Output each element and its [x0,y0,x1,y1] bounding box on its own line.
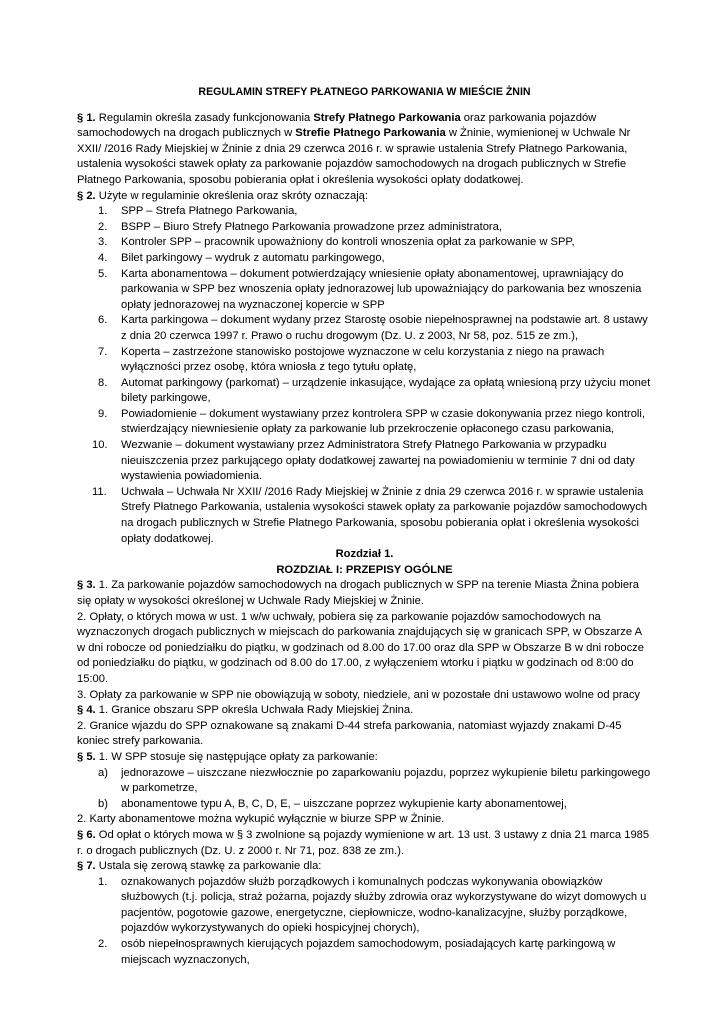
paragraph-6: § 6. Od opłat o których mowa w § 3 zwolnione są pojazdy wymienione w art. 13 ust. 3 ustawy z dnia 21 marca 1985 r. o drogach publicznych (Dz. U. z 2000 r. Nr 71, poz. 838 ze zm.). [77,828,650,857]
list-item: a) jednorazowe – uiszczane niezwłocznie po zaparkowaniu pojazdu, poprzez wykupienie biletu parkingowego w parkometrze, [98,766,651,795]
list-item: 4. Bilet parkingowy – wydruk z automatu parkingowego, [98,251,385,264]
list-item: 2. BSPP – Biuro Strefy Płatnego Parkowania prowadzone przez administratora, [98,220,502,233]
document-title: REGULAMIN STREFY PŁATNEGO PARKOWANIA W MIEŚCIE ŻNIN [198,86,531,98]
chapter-title: ROZDZIAŁ I: PRZEPISY OGÓLNE [276,563,453,576]
definitions-list [77,204,652,547]
paragraph-5-2: 2. Karty abonamentowe można wykupić wyłącznie w biurze SPP w Żninie. [77,813,445,826]
list-item: 1. SPP – Strefa Płatnego Parkowania, [98,205,298,218]
paragraph-3-2: 2. Opłaty, o których mowa w ust. 1 w/w uchwały, pobiera się za parkowanie pojazdów samochodowych na wyznaczonych drogach publicznych w miejscach do parkowania znajdujących się w granicach SPP, w Obszarze A w dni robocze od poniedziałku do piątku, w godzinach od 8.00 do 17.00 oraz dla SPP w Obszarze B w dni robocze od poniedziałku do piątku, w godzinach od 8.00 do 17.00, z wyłączeniem wtorku i piątku w godzinach od 8:00 do 15:00. [77,610,644,685]
list-item: 5. Karta abonamentowa – dokument potwierdzający wniesienie opłaty abonamentowej, uprawniający do parkowania w SPP bez wnoszenia opłaty jednorazowej lub upoważniający do parkowania bez wnoszenia opłaty jednorazowej na wyznaczonej kopercie w SPP [98,267,642,311]
chapter-number: Rozdział 1. [335,548,394,561]
paragraph-1: § 1. Regulamin określa zasady funkcjonowania Strefy Płatnego Parkowania oraz parkowania pojazdów samochodowych na drogach publicznych w Strefie Płatnego Parkowania w Żninie, wymienionej w Uchwale Nr XXII/ /2016 Rady Miejskiej w Żninie z dnia 29 czerwca 2016 r. w sprawie ustalenia Strefy Płatnego Parkowania, ustalenia wysokości stawek opłaty za parkowanie pojazdów samochodowych na drogach publicznych w Strefie Płatnego Parkowania, sposobu pobierania opłat i określenia wysokości opłaty dodatkowej. [77,111,631,186]
paragraph-5: § 5. 1. W SPP stosuje się następujące opłaty za parkowanie: [77,750,378,763]
list-item: 1. oznakowanych pojazdów służb porządkowych i komunalnych podczas wykonywania obowiązków służbowych (t.j. policja, straż pożarna, pojazdy służby zdrowia oraz wykorzystywane do wizyt domowych u pacjentów, pogotowie gazowe, energetyczne, ciepłownicze, wodno-kanalizacyjne, służby porządkowe, pojazdów wykorzystywanych do opieki hospicyjnej chorych), [98,875,647,935]
list-item: 11. Uchwała – Uchwała Nr XXII/ /2016 Rady Miejskiej w Żninie z dnia 29 czerwca 2016 r. w sprawie ustalenia Strefy Płatnego Parkowania, ustalenia wysokości stawek opłaty za parkowanie pojazdów samochodowych na drogach publicznych w Strefie Płatnego Parkowania, sposobu pobierania opłat i określenia wysokości opłaty dodatkowej. [92,485,648,545]
paragraph-3-3: 3. Opłaty za parkowanie w SPP nie obowiązują w soboty, niedziele, ani w pozostałe dni ustawowo wolne od pracy [77,688,641,701]
fees-list [77,766,652,813]
document-body [77,85,652,968]
list-item: 6. Karta parkingowa – dokument wydany przez Starostę osobie niepełnosprawnej na podstawie art. 8 ustawy z dnia 20 czerwca 1997 r. Prawo o ruchu drogowym (Dz. U. z 2003, Nr 58, poz. 515 ze zm.), [98,314,648,342]
list-item: 7. Koperta – zastrzeżone stanowisko postojowe wyznaczone w celu korzystania z niego na prawach wyłączności przez osobę, która wniosła z tego tytułu opłatę, [98,345,605,374]
list-item: b) abonamentowe typu A, B, C, D, E, – uiszczane poprzez wykupienie karty abonamentowej, [98,797,567,810]
section-mark: § 1. [77,111,96,124]
section-mark: § 5. [77,750,96,763]
list-item: 8. Automat parkingowy (parkomat) – urządzenie inkasujące, wydające za opłatą wniesioną przy użyciu monet bilety parkingowe, [98,376,651,405]
list-item: 10. Wezwanie – dokument wystawiany przez Administratora Strefy Płatnego Parkowania w przypadku nieuiszczenia przez parkującego opłaty dodatkowej zawartej na powiadomieniu w terminie 7 dni od daty wystawienia powiadomienia. [92,439,635,483]
paragraph-4: § 4. 1. Granice obszaru SPP określa Uchwała Rady Miejskiej Żnina. [77,704,414,717]
section-mark: § 7. [77,860,96,873]
paragraph-7: § 7. Ustala się zerową stawkę za parkowanie dla: [77,860,322,873]
section-mark: § 3. [77,579,96,592]
section-mark: § 4. [77,704,96,717]
list-item: 9. Powiadomienie – dokument wystawiany przez kontrolera SPP w czasie dokonywania przez niego kontroli, stwierdzający niewniesienie opłaty za parkowanie lub przekroczenie opłaconego czasu parkowania, [98,407,646,436]
list-item: 3. Kontroler SPP – pracownik upoważniony do kontroli wnoszenia opłat za parkowanie w SPP, [98,236,575,249]
list-item: 2. osób niepełnosprawnych kierujących pojazdem samochodowym, posiadających kartę parkingową w miejscach wyznaczonych, [98,938,616,966]
paragraph-3: § 3. 1. Za parkowanie pojazdów samochodowych na drogach publicznych w SPP na terenie Miasta Żnina pobiera się opłaty w wysokości określonej w Uchwale Rady Miejskiej w Żninie. [77,579,639,607]
paragraph-4-2: 2. Granice wjazdu do SPP oznakowane są znakami D-44 strefa parkowania, natomiast wyjazdy znakami D-45 koniec strefy parkowania. [77,719,622,748]
paragraph-2: § 2. Użyte w regulaminie określenia oraz skróty oznaczają: [77,189,369,202]
section-mark: § 6. [77,828,96,841]
zero-rate-list [77,875,652,969]
section-mark: § 2. [77,189,96,202]
